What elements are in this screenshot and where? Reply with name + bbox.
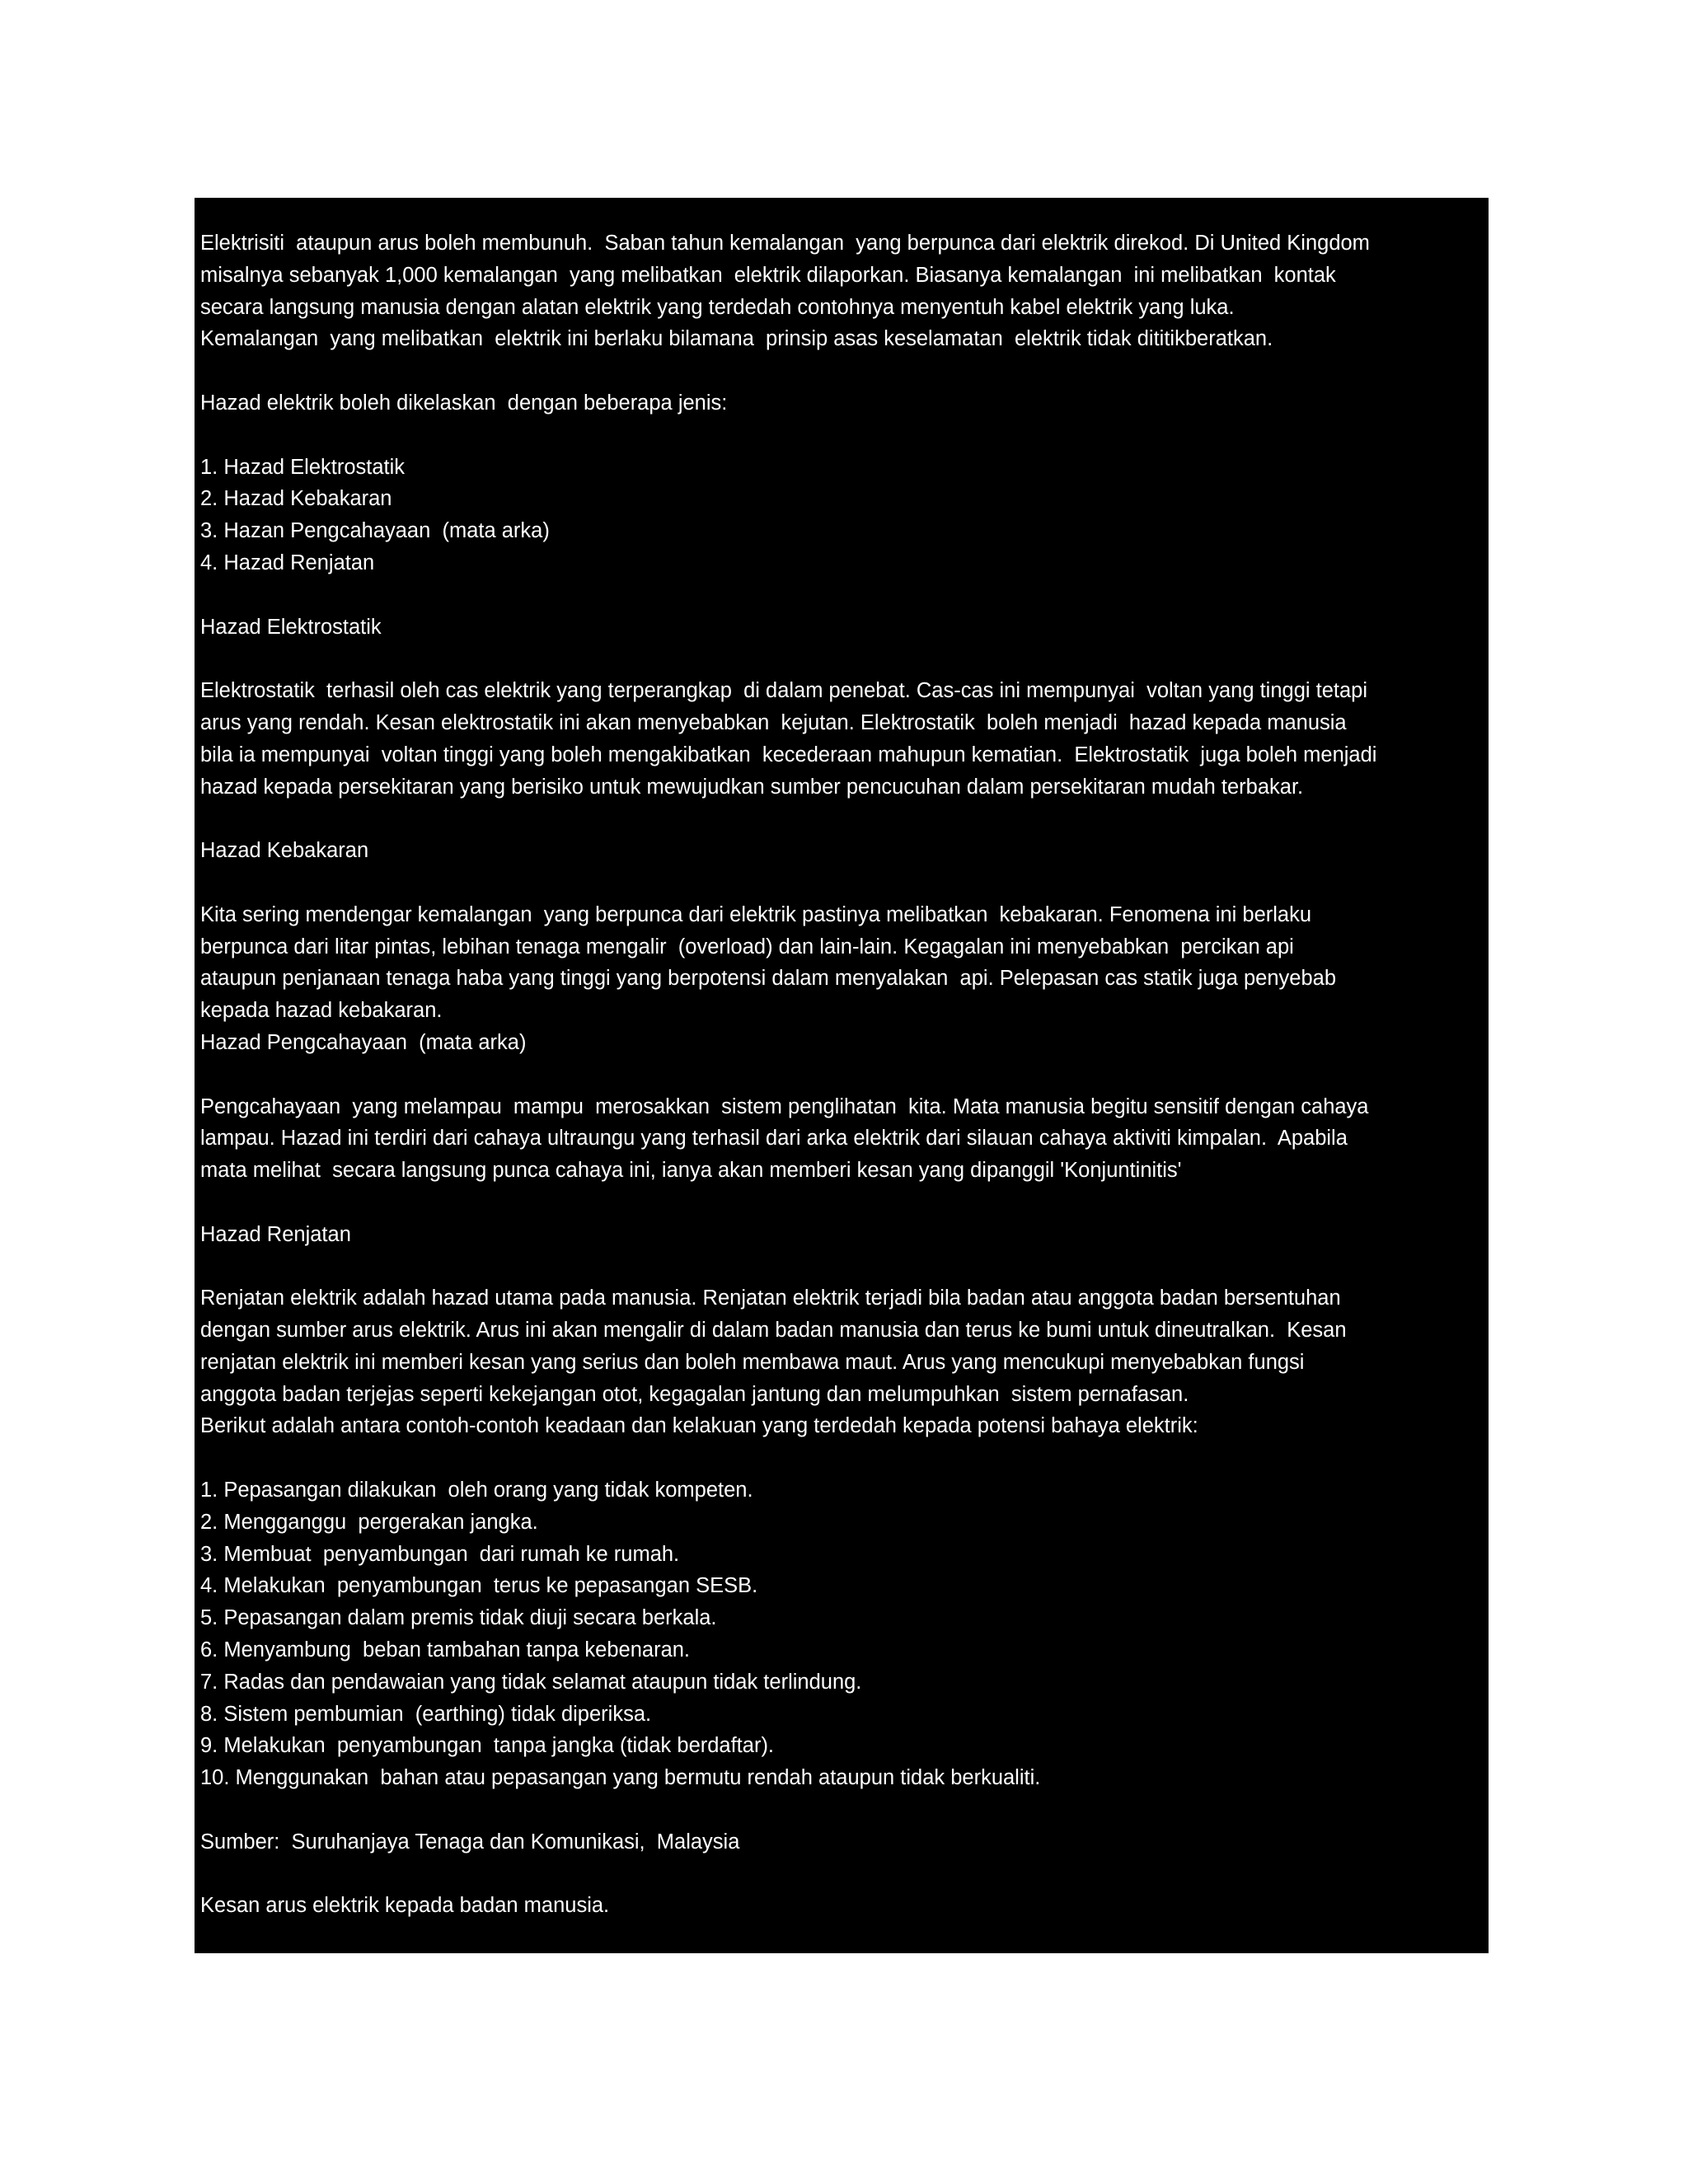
paragraph-line: kepada hazad kebakaran. [200, 999, 443, 1023]
paragraph-line: Kita sering mendengar kemalangan yang berpunca dari elektrik pastinya melibatkan kebakaran. Fenomena ini berlaku [200, 902, 1312, 926]
shock-paragraph [200, 1282, 1474, 1410]
intro-line: Kemalangan yang melibatkan elektrik ini berlaku bilamana prinsip asas keselamatan elektrik tidak dititikberatkan. [200, 327, 1273, 351]
paragraph-line: Renjatan elektrik adalah hazad utama pada manusia. Renjatan elektrik terjadi bila badan atau anggota badan bersentuhan [200, 1286, 1341, 1310]
electrostatic-paragraph [200, 675, 1474, 803]
paragraph-line: renjatan elektrik ini memberi kesan yang serius dan boleh membawa maut. Arus yang mencukupi menyebabkan fungsi [200, 1350, 1305, 1374]
intro-line: secara langsung manusia dengan alatan elektrik yang terdedah contohnya menyentuh kabel elektrik yang luka. [200, 295, 1235, 319]
paragraph-line: bila ia mempunyai voltan tinggi yang boleh mengakibatkan kecederaan mahupun kematian. Elektrostatik juga boleh menjadi [200, 743, 1377, 766]
list-item: 7. Radas dan pendawaian yang tidak selamat ataupun tidak terlindung. [200, 1670, 862, 1694]
paragraph-line: Pengcahayaan yang melampau mampu merosakkan sistem penglihatan kita. Mata manusia begitu sensitif dengan cahaya [200, 1094, 1369, 1118]
lighting-heading: Hazad Pengcahayaan (mata arka) [200, 1030, 527, 1054]
list-item: 9. Melakukan penyambungan tanpa jangka (tidak berdaftar). [200, 1734, 775, 1758]
paragraph-line: anggota badan terjejas seperti kekejangan otot, kegagalan jantung dan melumpuhkan sistem pernafasan. [200, 1382, 1189, 1406]
examples-intro: Berikut adalah antara contoh-contoh keadaan dan kelakuan yang terdedah kepada potensi bahaya elektrik: [200, 1414, 1198, 1438]
intro-line: Elektrisiti ataupun arus boleh membunuh. Saban tahun kemalangan yang berpunca dari elektrik direkod. Di United Kingdom [200, 232, 1370, 255]
list-item: 2. Hazad Kebakaran [200, 487, 392, 511]
list-item: 4. Hazad Renjatan [200, 551, 375, 574]
fire-heading: Hazad Kebakaran [200, 839, 369, 863]
list-item: 8. Sistem pembumian (earthing) tidak diperiksa. [200, 1702, 652, 1726]
types-intro: Hazad elektrik boleh dikelaskan dengan beberapa jenis: [200, 391, 728, 415]
paragraph-line: ataupun penjanaan tenaga haba yang tinggi yang berpotensi dalam menyalakan api. Pelepasan cas statik juga penyebab [200, 967, 1337, 991]
electrostatic-heading: Hazad Elektrostatik [200, 615, 382, 639]
list-item: 10. Menggunakan bahan atau pepasangan yang bermutu rendah ataupun tidak berkualiti. [200, 1766, 1041, 1790]
source-citation: Sumber: Suruhanjaya Tenaga dan Komunikasi, Malaysia [200, 1830, 740, 1854]
paragraph-line: lampau. Hazad ini terdiri dari cahaya ultraungu yang terhasil dari arka elektrik dari silauan cahaya aktiviti kimpalan. Apabila [200, 1127, 1348, 1151]
intro-line: misalnya sebanyak 1,000 kemalangan yang melibatkan elektrik dilaporkan. Biasanya kemalangan ini melibatkan kontak [200, 263, 1336, 287]
shock-heading: Hazad Renjatan [200, 1222, 351, 1246]
paragraph-line: Elektrostatik terhasil oleh cas elektrik yang terperangkap di dalam penebat. Cas-cas ini mempunyai voltan yang tinggi tetapi [200, 679, 1368, 703]
list-item: 1. Hazad Elektrostatik [200, 455, 406, 479]
list-item: 6. Menyambung beban tambahan tanpa kebenaran. [200, 1638, 691, 1662]
types-list [200, 452, 1474, 579]
list-item: 1. Pepasangan dilakukan oleh orang yang tidak kompeten. [200, 1479, 753, 1502]
lighting-paragraph [200, 1091, 1474, 1187]
examples-list [200, 1474, 1474, 1794]
paragraph-line: dengan sumber arus elektrik. Arus ini akan mengalir di dalam badan manusia dan terus ke bumi untuk dineutralkan. Kesan [200, 1319, 1347, 1343]
paragraph-line: berpunca dari litar pintas, lebihan tenaga mengalir (overload) dan lain-lain. Kegagalan ini menyebabkan percikan api [200, 935, 1294, 958]
intro-paragraph [200, 227, 1474, 355]
list-item: 3. Membuat penyambungan dari rumah ke rumah. [200, 1542, 680, 1566]
paragraph-line: arus yang rendah. Kesan elektrostatik ini akan menyebabkan kejutan. Elektrostatik boleh menjadi hazad kepada manusia [200, 710, 1347, 734]
paragraph-line: mata melihat secara langsung punca cahaya ini, ianya akan memberi kesan yang dipanggil 'Konjuntinitis' [200, 1159, 1182, 1183]
list-item: 5. Pepasangan dalam premis tidak diuji secara berkala. [200, 1606, 717, 1630]
list-item: 3. Hazan Pengcahayaan (mata arka) [200, 519, 550, 543]
paragraph-line: hazad kepada persekitaran yang berisiko untuk mewujudkan sumber pencucuhan dalam persekitaran mudah terbakar. [200, 775, 1304, 799]
list-item: 4. Melakukan penyambungan terus ke pepasangan SESB. [200, 1574, 758, 1598]
document-panel [195, 198, 1489, 1953]
list-item: 2. Mengganggu pergerakan jangka. [200, 1510, 538, 1534]
closing-line: Kesan arus elektrik kepada badan manusia. [200, 1894, 610, 1918]
fire-paragraph [200, 899, 1474, 1027]
